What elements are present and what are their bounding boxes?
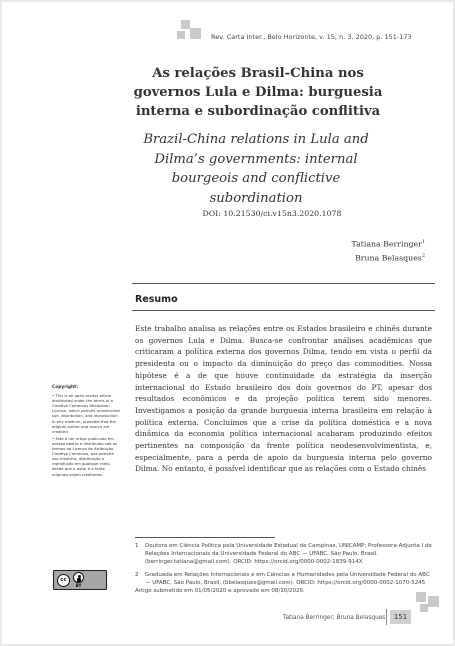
document-page — [2, 2, 453, 644]
author-name: Bruna Belasques — [355, 253, 422, 263]
copyright-portuguese: • Este é um artigo publicado em acesso aberto e distribuído sob os termos da Licença de Atribuição Creative Commons, que permite uso irrestrito, distribuição e reprodução em qualquer meio, desde que o autor e a fonte originais sejam creditados. — [52, 435, 118, 477]
footer-separator — [386, 609, 387, 625]
journal-citation: Rev. Carta Inter., Belo Horizonte, v. 15, n. 3, 2020, p. 151-173 — [211, 33, 412, 41]
footnotes — [135, 542, 435, 591]
doi-link[interactable]: DOI: 10.21530/ci.v15n3.2020.1078 — [202, 209, 342, 218]
abstract-body — [135, 323, 432, 475]
journal-logo-icon — [177, 20, 207, 42]
copyright-english: • This is an open-access article distributed under the terms of a Creative Commons Attribution License, which permits unrestricted use, distribution, and reproduction in any medium, provided that the original author and source are credited. — [52, 393, 120, 434]
footnote-text: Graduada em Relações Internacionais e em Ciências e Humanidades pela Universidade Federal do ABC — UFABC, São Paulo, Brasil. (bbelasques@gmail.com). ORCID: https://orcid.org/0000-0002-1070-5245 — [145, 571, 430, 586]
author-footnote-mark: 2 — [421, 253, 425, 259]
author-2 — [355, 253, 425, 263]
copyright-notice — [52, 385, 120, 479]
section-divider — [132, 310, 435, 311]
section-divider-top — [132, 283, 435, 284]
footnote-number: 1 — [135, 543, 139, 549]
footnote — [135, 542, 435, 567]
by-attribution-group — [73, 572, 84, 588]
by-label: BY — [75, 583, 82, 588]
page-number: 151 — [390, 610, 411, 624]
article-title-english: Brazil-China relations in Lula and Dilma’s governments: internal bourgeois and conflictive subordination — [143, 132, 369, 206]
attribution-person-icon — [73, 572, 84, 583]
author-name: Tatiana Berringer — [351, 239, 422, 249]
submission-dates: Artigo submetido em 01/05/2020 e aprovado em 08/10/2020. — [135, 588, 305, 594]
abstract-text: Este trabalho analisa as relações entre os Estados brasileiro e chinês durante os governos Lula e Dilma. Busca-se confrontar análises acadêmicas que criticaram a política externa dos governos Dilma, tendo em vista o perfil da presidenta ou o impacto da diminuição do preço das commodities. Nossa hipótese é a de que houve continuidade da estratégia da inserção internacional do Estado brasileiro dos dois governos do PT, apesar dos resultados econômicos e da projeção política terem sido menores. Investigamos a posição da grande burguesia interna brasileira em relação à política externa. Concluímos que a crise da política doméstica e a nova dinâmica da economia política internacional acabaram produzindo efeitos pertinentes na composição da frente política neodesenvolvimentista, e, especialmente, para a perda de apoio da burguesia interna pelo governo Dilma. No entanto, é possível identificar que as relações com o Estado chinês — [135, 324, 432, 474]
author-1 — [351, 239, 425, 249]
article-title-portuguese: As relações Brasil-China nos governos Lula e Dilma: burguesia interna e subordinação conflitiva — [133, 66, 383, 119]
author-footnote-mark: 1 — [421, 239, 425, 245]
footnote-number: 2 — [135, 571, 139, 578]
cc-by-license-badge[interactable] — [53, 570, 107, 590]
abstract-heading: Resumo — [135, 294, 178, 305]
footnote-divider — [135, 537, 275, 538]
running-footer-authors: Tatiana Berringer; Bruna Belasques — [283, 615, 386, 621]
creative-commons-icon: cc — [57, 574, 70, 587]
footnote-text: Doutora em Ciência Política pela Universidade Estadual de Campinas, UNICAMP; Professora Adjunta I de Relações Internacionais da Universidade Federal do ABC — UFABC, São Paulo, Brasil. (berringer.tatiana@gmail.com). ORCID: https://orcid.org/0000-0002-1839-914X — [145, 543, 432, 566]
copyright-heading: Copyright: — [52, 385, 79, 390]
journal-logo-icon — [416, 592, 440, 614]
footnote — [135, 571, 435, 587]
